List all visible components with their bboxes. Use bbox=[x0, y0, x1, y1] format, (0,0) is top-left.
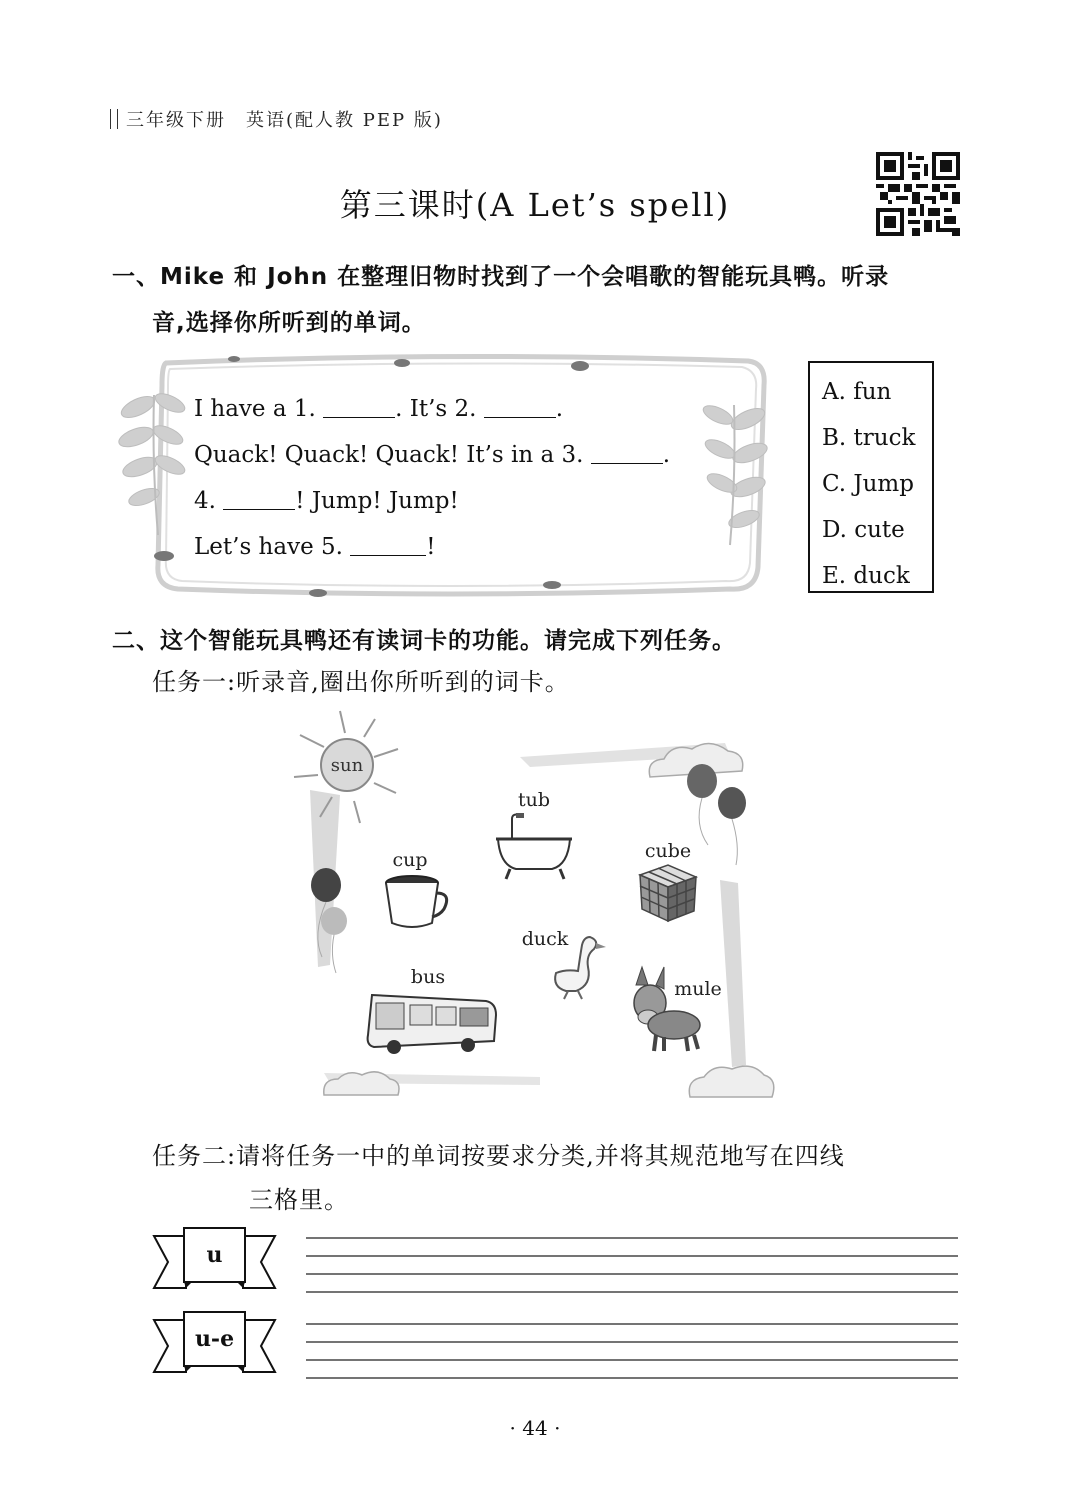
song-line-3: 4. ! Jump! Jump! bbox=[194, 488, 459, 514]
option-d[interactable]: D. cute bbox=[822, 517, 905, 543]
blank-5[interactable] bbox=[350, 533, 426, 556]
task-1-instructions: 任务一:听录音,圈出你所听到的词卡。 bbox=[152, 668, 570, 696]
question-2-instructions: 二、这个智能玩具鸭还有读词卡的功能。请完成下列任务。 bbox=[112, 628, 736, 654]
question-1-line-2: 音,选择你所听到的单词。 bbox=[152, 310, 426, 336]
word-card-cup[interactable]: cup bbox=[392, 849, 428, 871]
ribbon-u-e-text: u-e bbox=[194, 1326, 235, 1352]
header-bar-mark bbox=[110, 109, 118, 129]
ribbon-u-text: u bbox=[206, 1242, 223, 1268]
blank-1[interactable] bbox=[323, 395, 395, 418]
song-lyrics bbox=[194, 386, 670, 570]
book-header bbox=[110, 106, 443, 132]
rubiks-cube-icon[interactable] bbox=[640, 865, 696, 921]
song-line-4: Let’s have 5. ! bbox=[194, 534, 436, 560]
ribbon-label-u bbox=[152, 1226, 277, 1290]
blank-3[interactable] bbox=[591, 441, 663, 464]
song-line-1: I have a 1. . It’s 2. . bbox=[194, 396, 564, 422]
word-card-bus[interactable]: bus bbox=[410, 966, 446, 988]
word-card-picture bbox=[290, 705, 790, 1110]
writing-lines-u[interactable] bbox=[306, 1237, 958, 1293]
writing-lines-u-e[interactable] bbox=[306, 1323, 958, 1379]
bathtub-icon[interactable] bbox=[496, 813, 572, 879]
page-number: · 44 · bbox=[509, 1416, 561, 1440]
task-2-line-1: 任务二:请将任务一中的单词按要求分类,并将其规范地写在四线 bbox=[152, 1142, 845, 1170]
cup-icon[interactable] bbox=[386, 876, 447, 927]
header-text: 三年级下册 英语(配人教 PEP 版) bbox=[126, 110, 443, 131]
word-card-mule[interactable]: mule bbox=[674, 978, 722, 1000]
ribbon-label-u-e bbox=[152, 1310, 277, 1374]
word-card-sun[interactable]: sun bbox=[330, 755, 364, 776]
lesson-title: 第三课时(A Let’s spell) bbox=[339, 186, 731, 224]
task-2-line-2: 三格里。 bbox=[249, 1186, 349, 1214]
word-card-cube[interactable]: cube bbox=[644, 840, 692, 862]
song-line-2: Quack! Quack! Quack! It’s in a 3. . bbox=[194, 442, 671, 468]
bus-icon[interactable] bbox=[368, 995, 496, 1054]
option-e[interactable]: E. duck bbox=[822, 563, 910, 589]
option-b[interactable]: B. truck bbox=[822, 425, 916, 451]
word-options-box bbox=[808, 361, 934, 593]
word-card-tub[interactable]: tub bbox=[517, 789, 551, 811]
question-1-instructions bbox=[112, 254, 972, 346]
question-1-line-1: 一、Mike 和 John 在整理旧物时找到了一个会唱歌的智能玩具鸭。听录 bbox=[112, 264, 890, 290]
task-2-instructions bbox=[152, 1134, 972, 1222]
word-card-duck[interactable]: duck bbox=[521, 928, 569, 950]
blank-4[interactable] bbox=[223, 487, 295, 510]
option-a[interactable]: A. fun bbox=[822, 379, 892, 405]
option-c[interactable]: C. Jump bbox=[822, 471, 914, 497]
blank-2[interactable] bbox=[484, 395, 556, 418]
